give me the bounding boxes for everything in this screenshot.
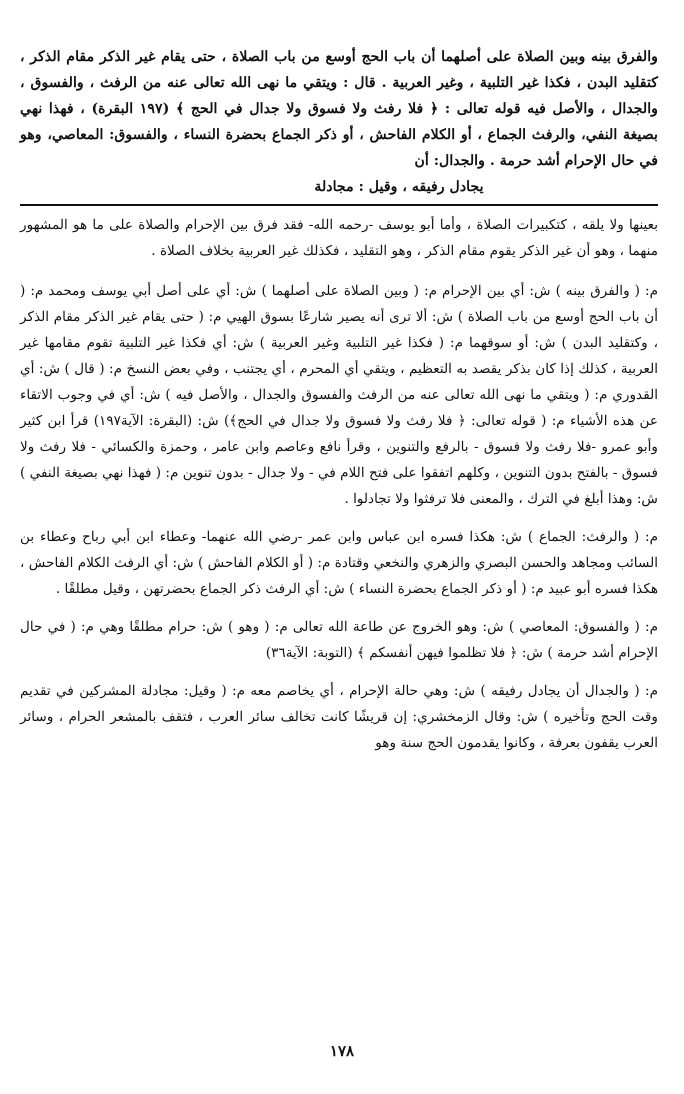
commentary-paragraph: م: ( والرفث: الجماع ) ش: هكذا فسره ابن عباس وابن عمر -رضي الله عنهما- وعطاء ابن أبي رباح وعطاء بن السائب ومجاهد والحسن البصري والزهري والنخعي وقتادة م: ( أو الكلام الفاحش ) ش: أي الرفث الكلام الفاحش ، هكذا فسره أبو عبيد م: ( أو ذكر الجماع بحضرة النساء ) ش: أي الرفث ذكر الجماع بحضرتهن ، وقيل مطلقًا . <box>20 529 658 597</box>
commentary-paragraph: بعينها ولا يلقه ، كتكبيرات الصلاة ، وأما أبو يوسف -رحمه الله- فقد فرق بين الإحرام والصلاة على ما هو المشهور منهما ، وهو أن غير الذكر يقوم مقام الذكر ، وهو التقليد ، فكذلك غير العربية بخلاف الصلاة . <box>20 217 658 259</box>
page-number: ١٧٨ <box>329 1042 355 1060</box>
commentary-block <box>20 212 658 756</box>
commentary-paragraph: م: ( والجدال أن يجادل رفيقه ) ش: وهي حالة الإحرام ، أي يخاصم معه م: ( وقيل: مجادلة المشركين في تقديم وقت الحج وتأخيره ) ش: وقال الزمخشري: إن قريشًا كانت تخالف سائر العرب ، فتقف بالمشعر الحرام ، وسائر العرب يقفون بعرفة ، وكانوا يقدمون الحج سنة وهو <box>20 683 658 751</box>
commentary-paragraph: م: ( والفسوق: المعاصي ) ش: وهو الخروج عن طاعة الله تعالى م: ( وهو ) ش: حرام مطلقًا وهي م: ( في حال الإحرام أشد حرمة ) ش: ﴿ فلا تظلموا فيهن أنفسكم ﴾ (التوبة: الآية٣٦) <box>20 619 658 661</box>
main-text-paragraph: والفرق بينه وبين الصلاة على أصلهما أن باب الحج أوسع من باب الصلاة ، حتى يقام غير الذكر مقام الذكر ، كتقليد البدن ، فكذا غير التلبية ، وغير العربية . قال : ويتقي ما نهى الله تعالى عنه من الرفث ، والفسوق ، والجدال ، والأصل فيه قوله تعالى : ﴿ فلا رفث ولا فسوق ولا جدال في الحج ﴾ (١٩٧ البقرة) ، فهذا نهي بصيغة النفي، والرفث الجماع ، أو الكلام الفاحش ، أو ذكر الجماع بحضرة النساء ، والفسوق: المعاصي، وهو في حال الإحرام أشد حرمة . والجدال: أن <box>20 49 658 169</box>
main-text-block <box>20 44 658 200</box>
main-text-last-line: يجادل رفيقه ، وقيل : مجادلة <box>314 179 484 195</box>
commentary-paragraph: م: ( والفرق بينه ) ش: أي بين الإحرام م: ( وبين الصلاة على أصلهما ) ش: أي على أصل أبي يوسف ومحمد م: ( أن باب الحج أوسع من باب الصلاة ) ش: ألا ترى أنه يصير شارعًا بسوق الهيي م: ( حتى يقام غير الذكر مقام الذكر ، وكتقليد البدن ) ش: أو سوقهما م: ( فكذا غير التلبية وغير العربية ) ش: أي فكذا غير التلبية تقوم مقامها غير العربية ، كذلك إذا كان بذكر يقصد به التعظيم ، ويتقي أي المحرم ، أي يجتنب ، وفي بعض النسخ م: ( قال ) ش: أي القدوري م: ( ويتقي ما نهى الله تعالى عنه من الرفث والفسوق والجدال ، والأصل فيه ) ش: أي في وجوب الاتقاء عن هذه الأشياء م: ( قوله تعالى: ﴿ فلا رفث ولا فسوق ولا جدال في الحج﴾) ش: (البقرة: الآية١٩٧) قرأ ابن كثير وأبو عمرو -فلا رفث ولا فسوق - بالرفع والتنوين ، وقرأ نافع وعاصم وابن عامر ، وحمزة والكسائي - فلا رفث ولا فسوق - بالفتح بدون التنوين ، وكلهم اتفقوا على فتح اللام في - ولا جدال - بدون تنوين م: ( فهذا نهي بصيغة النفي ) ش: وهذا أبلغ في الترك ، والمعنى فلا ترفثوا ولا تجادلوا . <box>20 283 658 507</box>
section-divider <box>20 204 658 206</box>
